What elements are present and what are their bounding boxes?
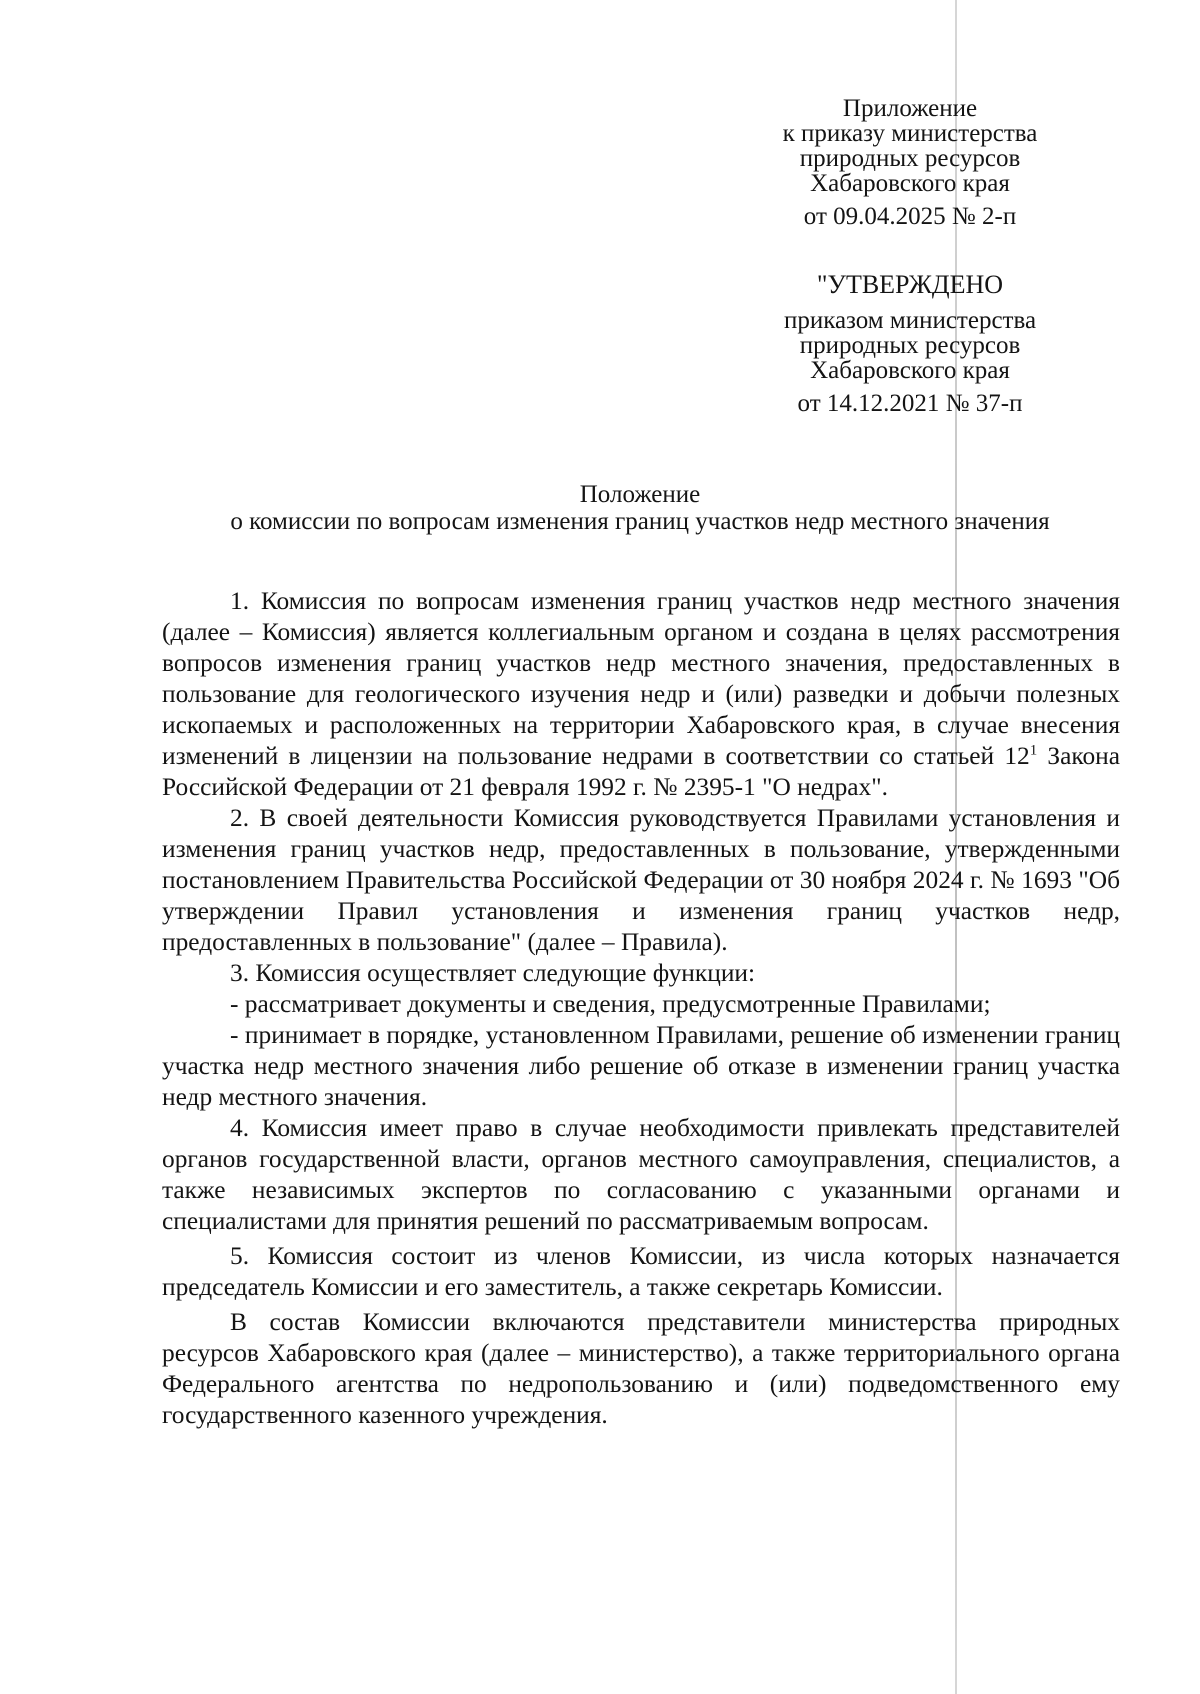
- appendix-header: [745, 96, 1075, 229]
- appendix-line-2: к приказу министерства: [782, 120, 1038, 147]
- document-body: [162, 586, 1120, 1431]
- paragraph-1-tail: Закона Российской Федерации от 21 февраля 1992 г. № 2395-1 "О недрах".: [162, 742, 1120, 801]
- approved-date: от 14.12.2021 № 37-п: [797, 390, 1023, 417]
- paragraph-3-item-2: - принимает в порядке, установленном Правилами, решение об изменении границ участка недр местного значения либо решение об отказе в изменении границ участка недр местного значения.: [162, 1021, 1120, 1111]
- paragraph-3: 3. Комиссия осуществляет следующие функции:: [230, 959, 756, 987]
- document-subtitle: о комиссии по вопросам изменения границ участков недр местного значения: [230, 508, 1050, 535]
- paragraph-5: 5. Комиссия состоит из членов Комиссии, из числа которых назначается председатель Комиссии и его заместитель, а также секретарь Комиссии.: [162, 1242, 1120, 1301]
- approved-line-1: приказом министерства: [783, 307, 1037, 334]
- appendix-line-3: природных ресурсов: [799, 145, 1021, 172]
- document-title-block: [160, 481, 1120, 535]
- approved-line-2: природных ресурсов: [799, 332, 1021, 359]
- paragraph-6: В состав Комиссии включаются представители министерства природных ресурсов Хабаровского края (далее – министерство), а также территориального органа Федерального агентства по недропользованию и (или) подведомственного ему государственного казенного учреждения.: [162, 1308, 1120, 1429]
- paragraph-3-item-1: - рассматривает документы и сведения, предусмотренные Правилами;: [230, 990, 991, 1018]
- document-title: Положение: [579, 481, 701, 508]
- appendix-line-1: Приложение: [842, 95, 978, 122]
- article-superscript: 1: [1029, 742, 1038, 759]
- approved-header: [745, 308, 1075, 416]
- appendix-date: от 09.04.2025 № 2-п: [803, 203, 1017, 230]
- approved-stamp-title: "УТВЕРЖДЕНО: [816, 270, 1004, 299]
- approved-line-3: Хабаровского края: [810, 357, 1010, 384]
- paragraph-2: 2. В своей деятельности Комиссия руководствуется Правилами установления и изменения границ участков недр, предоставленных в пользование, утвержденными постановлением Правительства Российской Федерации от 30 ноября 2024 г. № 1693 "Об утверждении Правил установления и изменения границ участков недр, предоставленных в пользование" (далее – Правила).: [162, 804, 1120, 956]
- paragraph-1-text: 1. Комиссия по вопросам изменения границ участков недр местного значения (далее – Комиссия) является коллегиальным органом и создана в целях рассмотрения вопросов изменения границ участков недр местного значения, предоставленных в пользование для геологического изучения недр и (или) разведки и добычи полезных ископаемых и расположенных на территории Хабаровского края, в случае внесения изменений в лицензии на пользование недрами в соответствии со статьей 12: [162, 587, 1120, 770]
- paragraph-1: [162, 586, 1120, 803]
- appendix-line-4: Хабаровского края: [810, 170, 1010, 197]
- paragraph-4: 4. Комиссия имеет право в случае необходимости привлекать представителей органов государственной власти, органов местного самоуправления, специалистов, а также независимых экспертов по согласованию с указанными органами и специалистами для принятия решений по рассматриваемым вопросам.: [162, 1114, 1120, 1235]
